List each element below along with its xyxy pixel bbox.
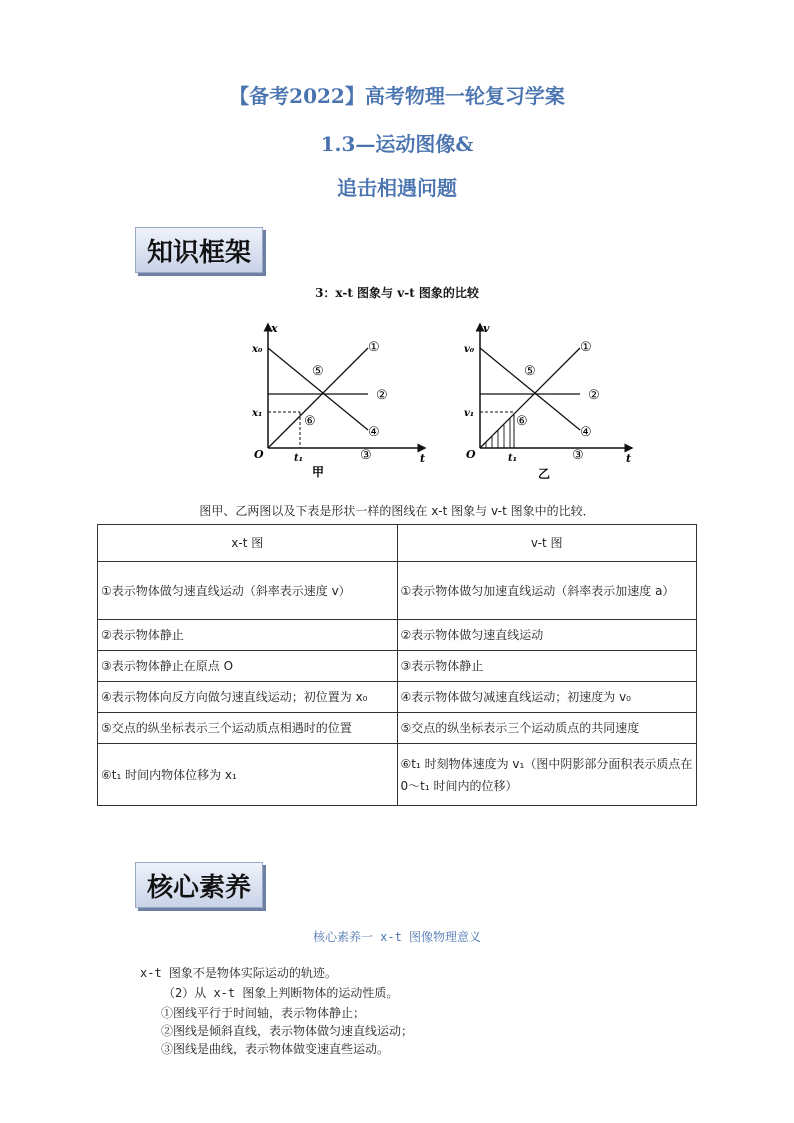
table-cell: ①表示物体做匀加速直线运动（斜率表示加速度 a） bbox=[397, 562, 697, 620]
vt-graph bbox=[462, 318, 642, 488]
xt-x-label: t bbox=[420, 452, 426, 465]
vt-graph-name: 乙 bbox=[538, 467, 551, 481]
doc-title-line1: 【备考2022】高考物理一轮复习学案 bbox=[229, 84, 565, 108]
core-subtitle: 核心素养一 x-t 图像物理意义 bbox=[312, 930, 482, 944]
vt-x-label: t bbox=[626, 452, 632, 465]
table-header-vt: v-t 图 bbox=[397, 525, 697, 562]
table-row bbox=[98, 620, 697, 651]
core-line: ③图线是曲线，表示物体做变速直些运动。 bbox=[161, 1042, 390, 1056]
table-cell: ⑤交点的纵坐标表示三个运动质点的共同速度 bbox=[397, 713, 697, 744]
xt-line-4 bbox=[268, 348, 368, 430]
vt-label-3: ③ bbox=[572, 448, 584, 463]
xt-x1: x₁ bbox=[252, 408, 263, 419]
xt-line-1 bbox=[268, 348, 368, 448]
table-row bbox=[98, 682, 697, 713]
core-line: ②图线是倾斜直线，表示物体做匀速直线运动； bbox=[161, 1024, 414, 1038]
vt-v1: v₁ bbox=[464, 408, 475, 419]
table-cell: ⑥t₁ 时间内物体位移为 x₁ bbox=[98, 744, 398, 806]
table-cell: ②表示物体做匀速直线运动 bbox=[397, 620, 697, 651]
table-cell: ⑤交点的纵坐标表示三个运动质点相遇时的位置 bbox=[98, 713, 398, 744]
vt-label-6: ⑥ bbox=[516, 414, 528, 429]
vt-origin: O bbox=[466, 448, 476, 461]
xt-x0: x₀ bbox=[252, 344, 263, 355]
table-cell: ①表示物体做匀速直线运动（斜率表示速度 v） bbox=[98, 562, 398, 620]
table-row bbox=[98, 713, 697, 744]
xt-graph-name: 甲 bbox=[312, 465, 325, 479]
vt-line-1 bbox=[480, 348, 580, 448]
comparison-table bbox=[97, 524, 697, 806]
table-row bbox=[98, 562, 697, 620]
vt-t1: t₁ bbox=[508, 453, 517, 464]
table-cell: ②表示物体静止 bbox=[98, 620, 398, 651]
table-header-xt: x-t 图 bbox=[98, 525, 398, 562]
vt-label-1: ① bbox=[580, 340, 592, 355]
table-cell: ⑥t₁ 时刻物体速度为 v₁（图中阴影部分面积表示质点在 0～t₁ 时间内的位移） bbox=[397, 744, 697, 806]
table-header-row bbox=[98, 525, 697, 562]
xt-t1: t₁ bbox=[294, 453, 303, 464]
section-core-heading: 核心素养 bbox=[135, 862, 263, 908]
xt-label-3: ③ bbox=[360, 448, 372, 463]
vt-label-5: ⑤ bbox=[524, 364, 536, 379]
core-line: x-t 图象不是物体实际运动的轨迹。 bbox=[140, 966, 337, 980]
comparison-intro: 图甲、乙两图以及下表是形状一样的图线在 x-t 图象与 v-t 图象中的比较． bbox=[199, 504, 595, 518]
vt-y-label: v bbox=[483, 322, 490, 335]
core-line: ①图线平行于时间轴，表示物体静止； bbox=[161, 1006, 366, 1020]
table-cell: ③表示物体静止在原点 O bbox=[98, 651, 398, 682]
doc-title-line2: 1.3—运动图像& bbox=[320, 132, 474, 156]
xt-label-6: ⑥ bbox=[304, 414, 316, 429]
xt-label-5: ⑤ bbox=[312, 364, 324, 379]
xt-graph bbox=[250, 318, 430, 488]
doc-title-line3: 追击相遇问题 bbox=[337, 176, 457, 200]
vt-label-4: ④ bbox=[580, 425, 592, 440]
xt-label-4: ④ bbox=[368, 425, 380, 440]
table-row bbox=[98, 744, 697, 806]
figure-caption: 3：x-t 图象与 v-t 图象的比较 bbox=[315, 286, 479, 300]
xt-origin: O bbox=[254, 448, 264, 461]
table-cell: ④表示物体向反方向做匀速直线运动；初位置为 x₀ bbox=[98, 682, 398, 713]
core-line: （2）从 x-t 图象上判断物体的运动性质。 bbox=[163, 986, 399, 1000]
section-knowledge-heading: 知识框架 bbox=[135, 227, 263, 273]
vt-line-4 bbox=[480, 348, 580, 430]
xt-label-2: ② bbox=[376, 388, 388, 403]
table-cell: ④表示物体做匀减速直线运动；初速度为 v₀ bbox=[397, 682, 697, 713]
vt-label-2: ② bbox=[588, 388, 600, 403]
table-row bbox=[98, 651, 697, 682]
xt-label-1: ① bbox=[368, 340, 380, 355]
xt-y-label: x bbox=[271, 322, 278, 335]
vt-v0: v₀ bbox=[464, 344, 475, 355]
table-cell: ③表示物体静止 bbox=[397, 651, 697, 682]
